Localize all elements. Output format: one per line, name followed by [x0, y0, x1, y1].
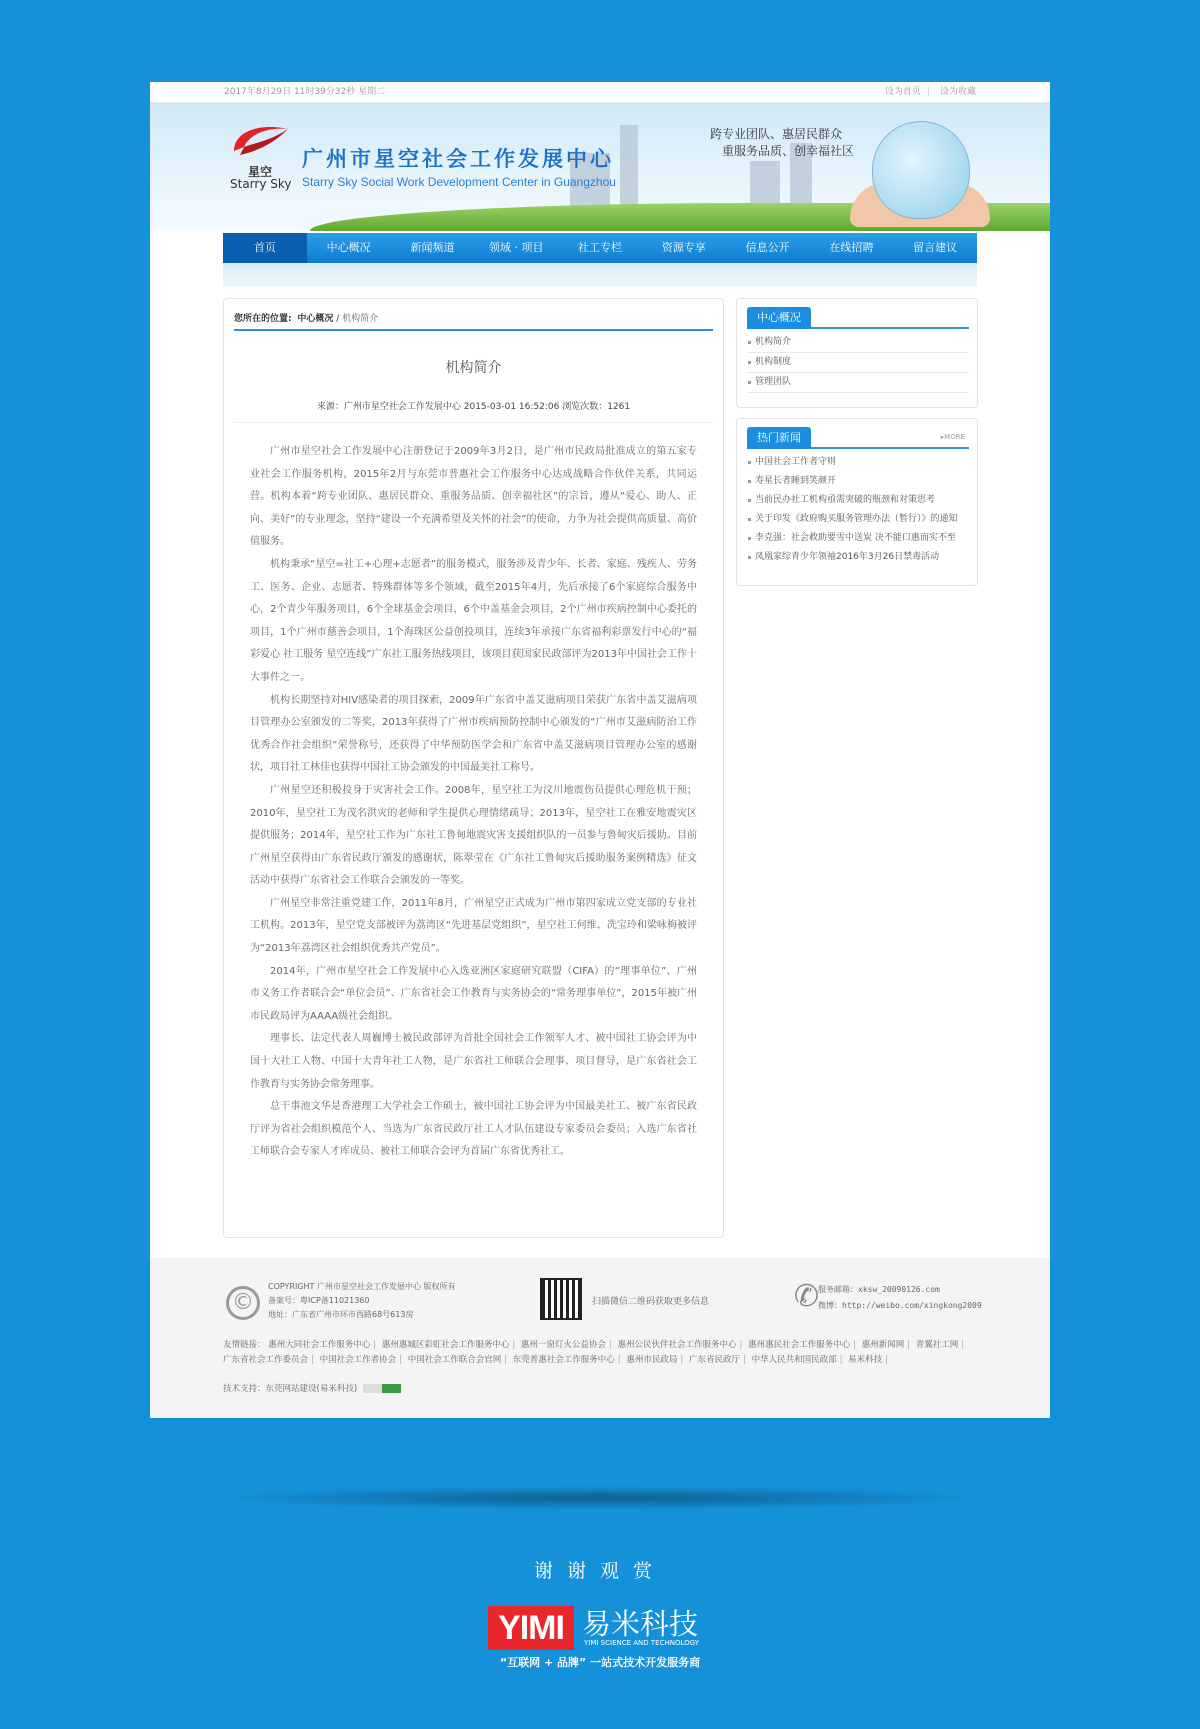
tech-support-text[interactable]: 技术支持：东莞网站建设(易米科技) [223, 1384, 358, 1394]
sidebar-news-list [747, 453, 969, 567]
sidebar-news-title: 热门新闻 [747, 427, 811, 449]
friend-link[interactable]: 易米科技 [848, 1355, 883, 1365]
friend-link[interactable]: 广东省民政厅 [688, 1355, 740, 1365]
nav-item-resources[interactable]: 资源专享 [661, 241, 706, 254]
brand-name-cn: 易米科技 [582, 1607, 699, 1641]
phone-icon: ✆ [794, 1279, 820, 1314]
nav-item-message[interactable]: 留言建议 [913, 241, 958, 254]
friend-link[interactable]: 惠州市民政局 [626, 1355, 678, 1365]
article-paragraph: 理事长、法定代表人周巍博士被民政部评为首批全国社会工作领军人才、被中国社工协会评为中国十大社工人物、中国十大青年社工人物，是广东省社工师联合会理事、项目督导，是广东省社会工作教育与实务协会常务理事。 [250, 1033, 697, 1090]
starry-sky-logo-icon [230, 121, 294, 157]
sidebar-overview-list [747, 333, 969, 393]
article-paragraph: 机构秉承“星空=社工+心理+志愿者”的服务模式，服务涉及青少年、长者、家庭、残疾人、劳务工、医务、企业、志愿者、特殊群体等多个领域，截至2015年4月，先后承接了6个家庭综合服务中心，2个青少年服务项目，6个全球基金会项目，6个中盖基金会项目，2个广州市疾病控制中心委托的项目，1个广州市慈善会项目，1个海珠区公益创投项目，连续3年承接广东省福利彩票发行中心的“福彩爱心 社工服务 星空连线”广东社工服务热线项目，该项目获国家民政部评为2013年中国社会工作十大事件之一。 [250, 558, 697, 683]
breadcrumb-label: 您所在的位置: [234, 314, 292, 324]
sidebar-item-team[interactable]: 管理团队 [747, 373, 969, 393]
article-paragraph: 广州市星空社会工作发展中心注册登记于2009年3月2日，是广州市民政局批准成立的第五家专业社会工作服务机构，2015年2月与东莞市普惠社会工作服务中心达成战略合作伙伴关系，共同运营。机构本着“跨专业团队、惠居民群众、重服务品质、创幸福社区”的宗旨，遵从“爱心、助人、正向、美好”的专业理念，坚持“建设一个充满希望及关怀的社会”的使命，力争为社会提供高质量、高价值服务。 [250, 446, 697, 548]
friend-link[interactable]: 惠州惠城区彩虹社会工作服务中心 [381, 1340, 510, 1350]
sidebar-news [736, 418, 978, 586]
brand-slogan: “互联网 + 品牌” 一站式技术开发服务商 [499, 1656, 701, 1669]
article-paragraph: 机构长期坚持对HIV感染者的项目探索，2009年广东省中盖艾滋病项目荣获广东省中盖艾滋病项目管理办公室颁发的二等奖，2013年获得了广州市疾病预防控制中心颁发的“广州市艾滋病防治工作优秀合作社会组织”荣誉称号，还获得了中华预防医学会和广东省中盖艾滋病项目管理办公室的感谢状，项目社工林佳也获得中国社工协会颁发的中国最美社工称号。 [250, 694, 697, 774]
more-link[interactable]: ▸MORE [940, 433, 965, 441]
article-panel [223, 298, 724, 1238]
tower-icon [620, 125, 638, 213]
nav-item-projects[interactable]: 领域 · 项目 [488, 241, 544, 254]
slogan-line-2: 重服务品质、创幸福社区 [722, 144, 855, 158]
slogan-line-1: 跨专业团队、惠居民群众 [710, 127, 843, 141]
qr-code-icon [540, 1278, 582, 1320]
nav-item-home[interactable]: 首页 [223, 233, 307, 263]
sidebar-item-rules[interactable]: 机构制度 [747, 353, 969, 373]
globe-bag-icon [872, 121, 970, 219]
org-name-cn: 广州市星空社会工作发展中心 [302, 146, 614, 171]
article-paragraph: 2014年，广州市星空社会工作发展中心入选亚洲区家庭研究联盟（CIFA）的“理事单位”、广州市义务工作者联合会“单位会员”、广东省社会工作教育与实务协会的“常务理事单位”，2015年被广州市民政局评为AAAA级社会组织。 [250, 965, 697, 1022]
sidebar-overview-title: 中心概况 [747, 307, 811, 329]
article-body [224, 423, 723, 1164]
article-paragraph: 广州星空还积极投身于灾害社会工作。2008年，星空社工为汶川地震伤员提供心理危机干预；2010年，星空社工为茂名洪灾的老师和学生提供心理情绪疏导；2013年，星空社工在雅安地震灾区提供服务；2014年，星空社工作为广东社工鲁甸地震灾害支援组织队的一员参与鲁甸灾后援助。目前广州星空获得由广东省民政厅颁发的感谢状，陈翠莹在《广东社工鲁甸灾后援助服务案例精选》征文活动中获得广东省社会工作联合会颁发的一等奖。 [250, 784, 697, 887]
address-text: 地址：广东省广州市环市西路68号613房 [268, 1310, 414, 1319]
friend-link[interactable]: 惠州一窗灯火公益协会 [520, 1340, 606, 1350]
nav-item-recruit[interactable]: 在线招聘 [829, 241, 874, 254]
news-item[interactable]: 凤凰家综青少年领袖2016年3月26日禁毒活动 [747, 548, 969, 567]
news-item[interactable]: 关于印发《政府购买服务管理办法（暂行）》的通知 [747, 510, 969, 529]
contact-block [818, 1282, 982, 1314]
friend-link[interactable]: 东莞普惠社会工作服务中心 [512, 1355, 615, 1365]
datetime-text: 2017年8月29日 11时39分32秒 星期二 [224, 87, 386, 97]
friend-link[interactable]: 中国社会工作联合会官网 [407, 1355, 502, 1365]
more-label: MORE [944, 433, 965, 441]
friend-links: 友情链接： 惠州大同社会工作服务中心 | 惠州惠城区彩虹社会工作服务中心 | 惠州一窗灯火公益协会 | 惠州公民伙伴社会工作服务中心 | 惠州惠民社会工作服务中心 | 惠州新闻网 | 青翼社工网 | 广东省社会工作委员会 | 中国社会工作者协会 | 中国社会工作联合会官网 | 东莞普惠社会工作服务中心 | 惠州市民政局 | 广东省民政厅 | 中华人民共和国民政部 | 易米科技 | [223, 1340, 965, 1365]
news-item[interactable]: 中国社会工作者守则 [747, 453, 969, 472]
footer [150, 1258, 1050, 1418]
org-name-en: Starry Sky Social Work Development Center in Guangzhou [302, 175, 616, 189]
yimi-logo: YIMI [488, 1606, 574, 1650]
thanks-text: 谢谢观赏 [533, 1560, 666, 1582]
article-title: 机构简介 [445, 360, 502, 376]
top-links: 设为首页 | 设为收藏 [884, 87, 976, 97]
email-text: 服务邮箱：xksw_20090126.com [818, 1285, 940, 1294]
nav-item-disclosure[interactable]: 信息公开 [745, 241, 790, 254]
main-nav [223, 233, 977, 263]
nav-item-overview[interactable]: 中心概况 [326, 241, 371, 254]
copyright-block [268, 1280, 456, 1322]
weibo-text[interactable]: 微博：http://weibo.com/xingkong2009 [818, 1301, 982, 1310]
friend-link[interactable]: 广东省社会工作委员会 [223, 1355, 309, 1365]
brand-name-en: YIMI SCIENCE AND TECHNOLOGY [584, 1639, 700, 1647]
qr-text: 扫描微信二维码获取更多信息 [592, 1297, 710, 1307]
logo-cn-text: 星空 [248, 165, 273, 179]
header-banner [150, 103, 1050, 231]
sidebar-overview-header [747, 307, 969, 329]
page-frame [150, 82, 1050, 1418]
news-item[interactable]: 李克强：社会救助要雪中送炭 决不能口惠而实不至 [747, 529, 969, 548]
article-meta: 来源：广州市星空社会工作发展中心 2015-03-01 16:52:06 浏览次数：1261 [234, 399, 713, 423]
news-item[interactable]: 寿星长者睡到笑颜开 [747, 472, 969, 491]
breadcrumb-parent[interactable]: 中心概况 [297, 314, 334, 324]
icp-text: 备案号：粤ICP备11021360 [268, 1296, 370, 1305]
friend-link[interactable]: 中国社会工作者协会 [319, 1355, 397, 1365]
news-item[interactable]: 当前民办社工机构亟需突破的瓶颈和对策思考 [747, 491, 969, 510]
breadcrumb-current: 机构简介 [342, 314, 379, 324]
nav-item-column[interactable]: 社工专栏 [578, 241, 623, 254]
sub-nav-bar [223, 263, 977, 287]
copyright-text: COPYRIGHT 广州市星空社会工作发展中心 版权所有 [268, 1282, 456, 1291]
sidebar-item-intro[interactable]: 机构简介 [747, 333, 969, 353]
friend-link[interactable]: 中华人民共和国民政部 [751, 1355, 837, 1365]
cnzz-badge-icon[interactable] [363, 1384, 401, 1393]
article-paragraph: 广州星空非常注重党建工作，2011年8月，广州星空正式成为广州市第四家成立党支部的专业社工机构。2013年，星空党支部被评为荔湾区“先进基层党组织”，星空社工何维、冼宝玲和梁咏梅被评为“2013年荔湾区社会组织优秀共产党员”。 [250, 897, 697, 955]
breadcrumb-separator: / [336, 314, 340, 324]
copyright-icon: © [226, 1286, 260, 1320]
friend-link[interactable]: 惠州公民伙伴社会工作服务中心 [617, 1340, 737, 1350]
tech-support [223, 1382, 401, 1394]
article-paragraph: 总干事池文华是香港理工大学社会工作硕士，被中国社工协会评为中国最美社工、被广东省民政厅评为省社会组织模范个人、当选为广东省民政厅社工人才队伍建设专家委员会委员；入选广东省社工师联合会专家人才库成员、被社工师联合会评为首届广东省优秀社工。 [250, 1101, 697, 1158]
top-bar [150, 82, 1050, 103]
sidebar-overview [736, 298, 978, 408]
friend-links-label: 友情链接： [223, 1340, 266, 1350]
friend-link[interactable]: 惠州大同社会工作服务中心 [268, 1340, 371, 1350]
frame-shadow [210, 1486, 990, 1510]
add-favorite-link[interactable]: 设为收藏 [939, 87, 976, 97]
friend-link[interactable]: 青翼社工网 [915, 1340, 959, 1350]
nav-item-news[interactable]: 新闻频道 [410, 241, 455, 254]
friend-link[interactable]: 惠州新闻网 [861, 1340, 905, 1350]
breadcrumb [234, 309, 713, 331]
logo-en-text: Starry Sky [230, 177, 292, 191]
set-homepage-link[interactable]: 设为首页 [884, 87, 921, 97]
sidebar-news-header [747, 427, 969, 449]
friend-link[interactable]: 惠州惠民社会工作服务中心 [748, 1340, 851, 1350]
